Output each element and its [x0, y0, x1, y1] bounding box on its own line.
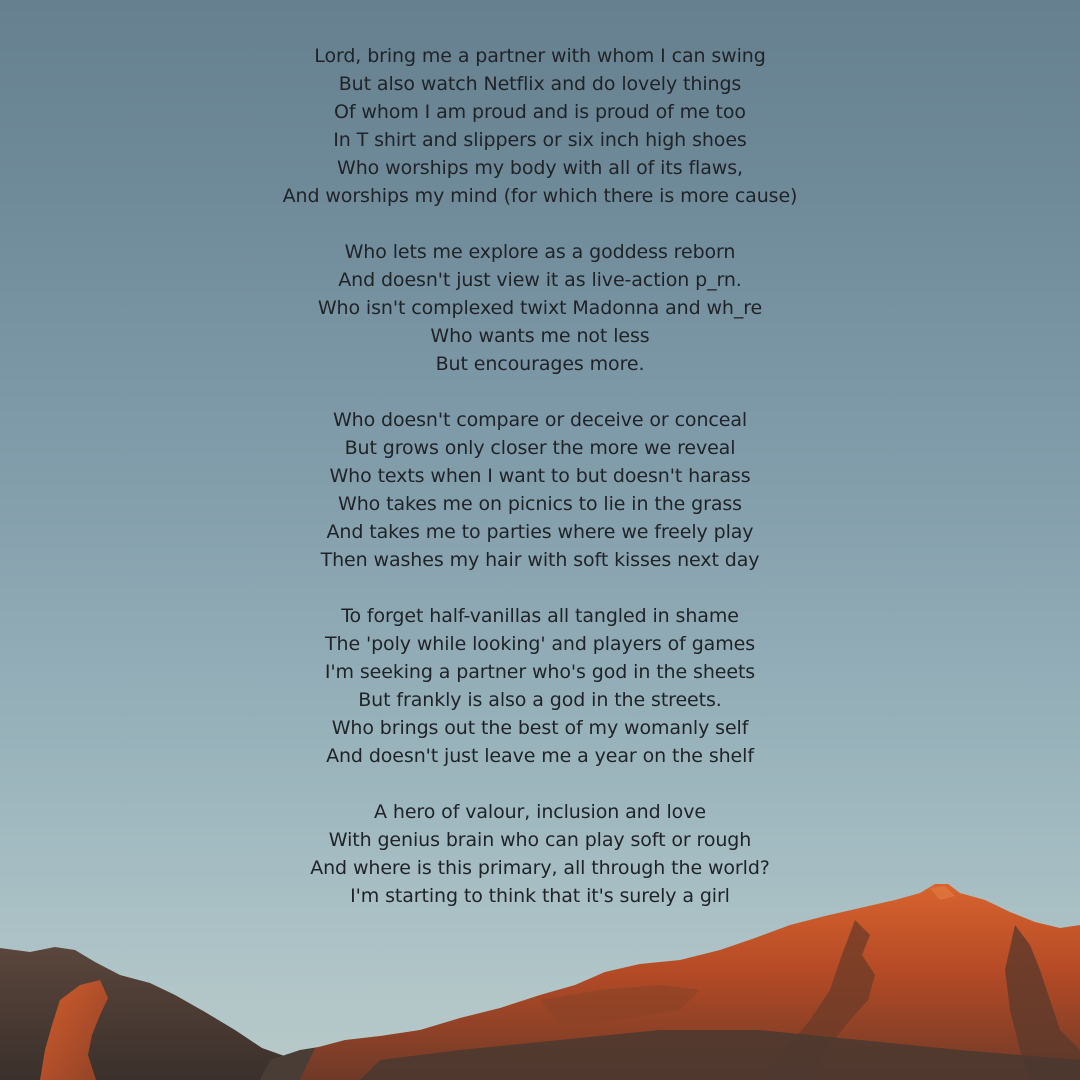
poem-line: But also watch Netflix and do lovely things [338, 73, 742, 95]
poem-line: And doesn't just leave me a year on the shelf [326, 745, 754, 767]
poem-line: Lord, bring me a partner with whom I can swing [314, 45, 766, 67]
poem-line: I'm seeking a partner who's god in the sheets [324, 661, 756, 683]
poem-line: Who wants me not less [430, 325, 650, 347]
stanza-2 [0, 238, 1080, 378]
poem-line: Of whom I am proud and is proud of me too [334, 101, 746, 123]
stanza-3 [0, 406, 1080, 574]
poem-line: But grows only closer the more we reveal [344, 437, 736, 459]
poem-line: In T shirt and slippers or six inch high shoes [333, 129, 747, 151]
poem-line: Who texts when I want to but doesn't harass [329, 465, 751, 487]
poem-line: Who doesn't compare or deceive or conceal [332, 409, 748, 431]
poem-line: Who lets me explore as a goddess reborn [344, 241, 736, 263]
stanza-5 [0, 798, 1080, 910]
poem-line: Who brings out the best of my womanly self [331, 717, 749, 739]
poem-line: I'm starting to think that it's surely a girl [350, 885, 730, 907]
poem-line: To forget half-vanillas all tangled in shame [341, 605, 739, 627]
poem-line: A hero of valour, inclusion and love [374, 801, 706, 823]
stanza-4 [0, 602, 1080, 770]
poem-line: And where is this primary, all through the world? [310, 857, 770, 879]
poem-line: With genius brain who can play soft or rough [328, 829, 752, 851]
poem-line: The 'poly while looking' and players of games [325, 633, 755, 655]
poem-line: Who isn't complexed twixt Madonna and wh_re [317, 297, 763, 319]
poem-line: But frankly is also a god in the streets. [358, 689, 722, 711]
poem-line: Who takes me on picnics to lie in the grass [338, 493, 742, 515]
poem-text [0, 42, 1080, 938]
stanza-1 [0, 42, 1080, 210]
poem-line: Who worships my body with all of its flaws, [337, 157, 743, 179]
poem-line: And worships my mind (for which there is more cause) [282, 185, 798, 207]
poem-line: But encourages more. [435, 353, 645, 375]
poem-line: Then washes my hair with soft kisses next day [320, 549, 760, 571]
poem-line: And doesn't just view it as live-action p_rn. [338, 269, 742, 291]
poem-line: And takes me to parties where we freely play [326, 521, 754, 543]
